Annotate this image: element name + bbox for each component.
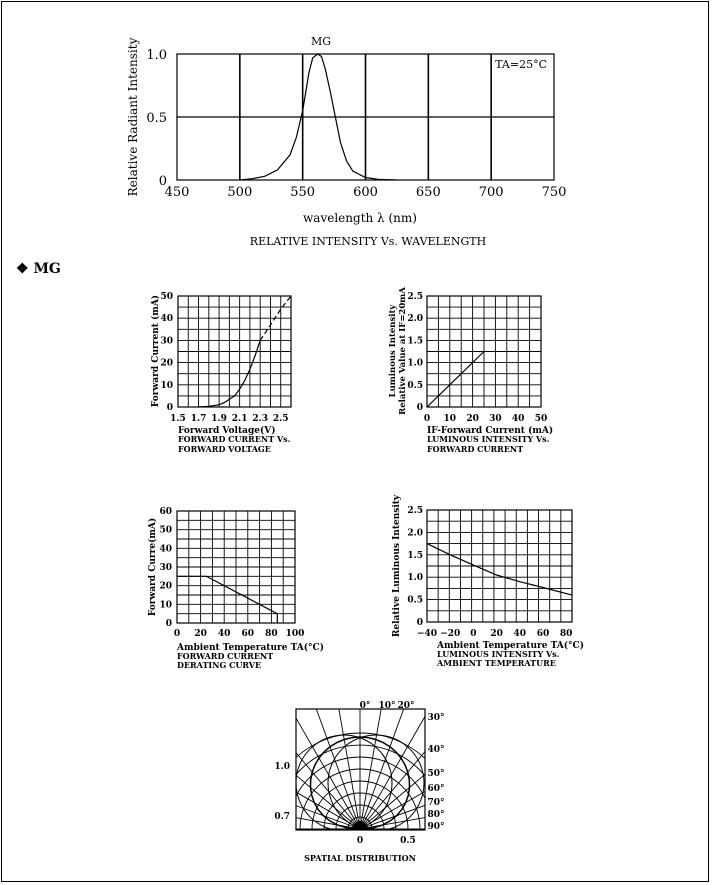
temp-y-tick-label: 2.5 bbox=[407, 506, 423, 516]
spectrum-x-tick-label: 500 bbox=[227, 185, 253, 200]
temp-x-axis-label: Ambient Temperature TA(°C) bbox=[437, 641, 584, 651]
spectrum-chart-title: RELATIVE INTENSITY Vs. WAVELENGTH bbox=[249, 235, 487, 248]
spatial-angle-label: 30° bbox=[427, 713, 445, 723]
iv-x-tick-label: 2.5 bbox=[272, 414, 289, 424]
derating-y-tick-label: 40 bbox=[159, 544, 172, 555]
spatial-radius-label: 0.7 bbox=[274, 812, 290, 822]
li-y-axis-label-line2: Relative Value at IF=20mA bbox=[398, 287, 408, 415]
spectrum-y-tick-label: 1.0 bbox=[146, 48, 167, 63]
spatial-angle-label: 80° bbox=[427, 810, 445, 820]
spatial-angle-label: 50° bbox=[427, 769, 445, 779]
iv-y-tick-label: 20 bbox=[160, 358, 173, 369]
li-y-axis-label-line1: Luminous Intensity bbox=[388, 304, 398, 398]
derating-x-tick-label: 40 bbox=[217, 629, 231, 639]
spectrum-series-label: MG bbox=[310, 35, 332, 48]
iv-y-tick-label: 50 bbox=[160, 292, 173, 302]
spatial-bottom-label: 0.5 bbox=[400, 836, 416, 846]
spectrum-y-tick-label: 0.5 bbox=[146, 111, 167, 126]
li-y-tick-label: 0.5 bbox=[407, 380, 423, 391]
li-x-tick-label: 40 bbox=[511, 414, 525, 424]
temp-x-tick-label: 80 bbox=[559, 629, 573, 639]
li-x-tick-label: 0 bbox=[423, 414, 431, 424]
iv-y-tick-label: 10 bbox=[160, 380, 173, 391]
temp-x-tick-label: 0 bbox=[470, 629, 477, 639]
iv-y-tick-label: 0 bbox=[166, 403, 173, 413]
iv-x-tick-label: 1.5 bbox=[170, 414, 186, 424]
li-y-tick-label: 2.0 bbox=[407, 314, 423, 325]
spectrum-y-axis-label: Relative Radiant Intensity bbox=[126, 37, 140, 197]
temp-x-tick-label: −20 bbox=[440, 629, 461, 639]
li-chart-title-line1: LUMINOUS INTENSITY Vs. bbox=[427, 434, 550, 444]
li-x-axis-label: IF-Forward Current (mA) bbox=[427, 426, 554, 436]
spectrum-x-axis-label: wavelength λ (nm) bbox=[303, 211, 417, 225]
spectrum-x-tick-label: 550 bbox=[290, 185, 316, 200]
iv-y-tick-label: 40 bbox=[160, 314, 173, 325]
iv-x-tick-label: 1.7 bbox=[190, 414, 207, 424]
derating-y-tick-label: 20 bbox=[159, 581, 172, 592]
li-x-tick-label: 10 bbox=[443, 414, 457, 424]
li-y-tick-label: 1.0 bbox=[407, 358, 423, 369]
iv-y-tick-label: 30 bbox=[160, 336, 173, 347]
derating-x-axis-label: Ambient Temperature TA(°C) bbox=[177, 643, 324, 653]
derating-series-line bbox=[177, 576, 277, 623]
spatial-angle-label: 0° bbox=[359, 701, 371, 711]
temp-series-line bbox=[427, 544, 572, 596]
spatial-angle-label: 40° bbox=[427, 745, 445, 755]
spectrum-x-tick-label: 750 bbox=[541, 185, 567, 200]
li-x-tick-label: 50 bbox=[534, 414, 548, 424]
spectrum-x-tick-label: 650 bbox=[415, 185, 441, 200]
derating-x-tick-label: 80 bbox=[265, 629, 278, 639]
temp-y-tick-label: 1.0 bbox=[407, 573, 423, 584]
temp-chart-title-line1: LUMINOUS INTENSITY Vs. bbox=[437, 649, 560, 659]
iv-x-axis-label: Forward Voltage(V) bbox=[178, 426, 276, 436]
section-heading-text: MG bbox=[33, 261, 61, 277]
derating-y-axis-label: Forward Curre(mA) bbox=[148, 517, 158, 617]
iv-x-tick-label: 1.9 bbox=[211, 414, 227, 424]
temp-x-tick-label: 40 bbox=[513, 629, 527, 639]
li-y-tick-label: 0 bbox=[416, 403, 423, 413]
iv-chart-title-line2: FORWARD VOLTAGE bbox=[178, 444, 271, 454]
temp-x-tick-label: −40 bbox=[416, 629, 438, 639]
temp-x-tick-label: 60 bbox=[536, 629, 550, 639]
temp-y-tick-label: 1.5 bbox=[407, 550, 423, 561]
temp-x-tick-label: 20 bbox=[490, 629, 503, 639]
spatial-chart-title: SPATIAL DISTRIBUTION bbox=[304, 853, 416, 863]
iv-y-axis-label: Forward Current (mA) bbox=[151, 294, 161, 408]
spatial-angle-label: 60° bbox=[427, 784, 445, 794]
derating-y-tick-label: 0 bbox=[165, 619, 172, 629]
derating-chart-title-line1: FORWARD CURRENT bbox=[177, 651, 274, 661]
derating-x-tick-label: 60 bbox=[241, 629, 255, 639]
iv-x-tick-label: 2.3 bbox=[252, 414, 269, 424]
spatial-angle-label: 10° bbox=[378, 701, 396, 711]
spectrum-y-tick-label: 0 bbox=[158, 174, 167, 189]
spatial-angle-label: 90° bbox=[427, 822, 445, 832]
spectrum-x-tick-label: 700 bbox=[478, 185, 504, 200]
derating-x-tick-label: 20 bbox=[194, 629, 207, 639]
spectrum-x-tick-label: 450 bbox=[164, 185, 190, 200]
derating-x-tick-label: 0 bbox=[173, 629, 181, 639]
spatial-angle-ray bbox=[230, 754, 360, 829]
derating-x-tick-label: 100 bbox=[285, 629, 305, 639]
li-y-tick-label: 2.5 bbox=[407, 292, 423, 302]
temp-y-tick-label: 0 bbox=[416, 618, 423, 628]
li-chart-title-line2: FORWARD CURRENT bbox=[427, 444, 524, 454]
temp-y-tick-label: 0.5 bbox=[407, 595, 423, 606]
derating-y-tick-label: 60 bbox=[159, 507, 172, 517]
spatial-radius-label: 1.0 bbox=[274, 762, 290, 772]
derating-y-tick-label: 50 bbox=[159, 525, 172, 536]
spatial-angle-label: 70° bbox=[427, 798, 445, 808]
iv-x-tick-label: 2.1 bbox=[231, 414, 248, 424]
iv-chart-title-line1: FORWARD CURRENT Vs. bbox=[178, 434, 291, 444]
derating-y-tick-label: 30 bbox=[159, 563, 172, 573]
temp-chart-title-line2: AMBIENT TEMPERATURE bbox=[437, 658, 556, 668]
spatial-bottom-label: 0 bbox=[356, 836, 364, 846]
spectrum-x-tick-label: 600 bbox=[353, 185, 378, 200]
spatial-angle-label: 20° bbox=[397, 701, 415, 711]
temp-y-axis-label: Relative Luminous Intensity bbox=[392, 494, 402, 638]
derating-y-tick-label: 10 bbox=[159, 600, 172, 611]
li-y-tick-label: 1.5 bbox=[407, 336, 423, 347]
li-series-line bbox=[427, 352, 484, 408]
spectrum-annotation: TA=25°C bbox=[495, 58, 547, 71]
temp-y-tick-label: 2.0 bbox=[407, 528, 423, 539]
li-x-tick-label: 20 bbox=[466, 414, 479, 424]
derating-chart-title-line2: DERATING CURVE bbox=[177, 660, 262, 670]
diamond-bullet-icon: ❖ bbox=[16, 261, 29, 277]
li-x-tick-label: 30 bbox=[489, 414, 502, 424]
